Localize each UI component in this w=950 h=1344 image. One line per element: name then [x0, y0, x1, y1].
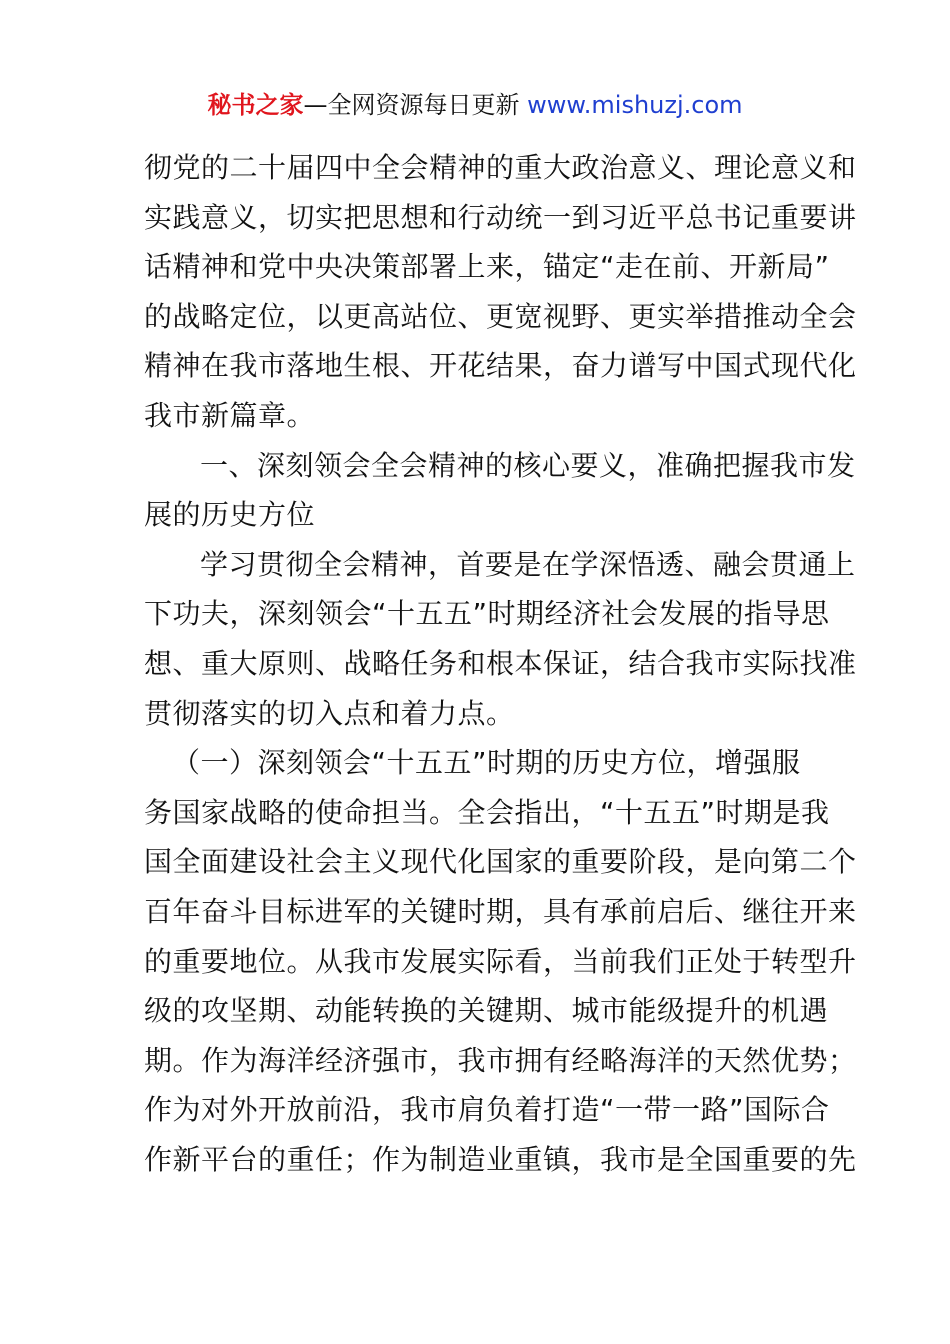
text-line: 级的攻坚期、动能转换的关键期、城市能级提升的机遇	[144, 994, 829, 1028]
paragraph-3	[144, 738, 857, 1184]
text-line: 精神在我市落地生根、开花结果，奋力谱写中国式现代化	[144, 349, 857, 383]
paragraph-1	[144, 143, 857, 441]
text-line: 想、重大原则、战略任务和根本保证，结合我市实际找准	[144, 646, 857, 680]
text-line: （一）深刻领会“十五五”时期的历史方位，增强服	[172, 746, 801, 780]
text-line: 展的历史方位	[144, 498, 316, 532]
text-line: 话精神和党中央决策部署上来，锚定“走在前、开新局”	[144, 250, 830, 284]
text-line: 的战略定位，以更高站位、更宽视野、更实举措推动全会	[144, 299, 857, 333]
text-line: 贯彻落实的切入点和着力点。	[144, 696, 515, 730]
paragraph-2	[144, 540, 857, 738]
brand-name: 秘书之家	[207, 91, 304, 119]
site-url-link[interactable]: www.mishuzj.com	[527, 91, 743, 119]
document-body	[144, 143, 857, 1184]
text-line: 彻党的二十届四中全会精神的重大政治意义、理论意义和	[144, 151, 857, 184]
site-header	[0, 88, 950, 122]
text-line: 期。作为海洋经济强市，我市拥有经略海洋的天然优势；	[144, 1043, 857, 1077]
text-line: 我市新篇章。	[144, 398, 316, 432]
text-line: 国全面建设社会主义现代化国家的重要阶段，是向第二个	[144, 845, 857, 879]
text-line: 作新平台的重任；作为制造业重镇，我市是全国重要的先	[144, 1142, 857, 1176]
header-tagline: —全网资源每日更新	[303, 91, 528, 119]
text-line: 学习贯彻全会精神，首要是在学深悟透、融会贯通上	[200, 547, 856, 581]
text-line: 下功夫，深刻领会“十五五”时期经济社会发展的指导思	[144, 597, 830, 631]
text-line: 实践意义，切实把思想和行动统一到习近平总书记重要讲	[144, 200, 857, 234]
section-heading-1	[144, 441, 856, 540]
text-line: 作为对外开放前沿，我市肩负着打造“一带一路”国际合	[144, 1093, 830, 1127]
text-line: 务国家战略的使命担当。全会指出，“十五五”时期是我	[144, 795, 830, 829]
text-line: 的重要地位。从我市发展实际看，当前我们正处于转型升	[144, 944, 857, 978]
text-line: 百年奋斗目标进军的关键时期，具有承前启后、继往开来	[144, 894, 857, 928]
text-line: 一、深刻领会全会精神的核心要义，准确把握我市发	[200, 448, 856, 482]
